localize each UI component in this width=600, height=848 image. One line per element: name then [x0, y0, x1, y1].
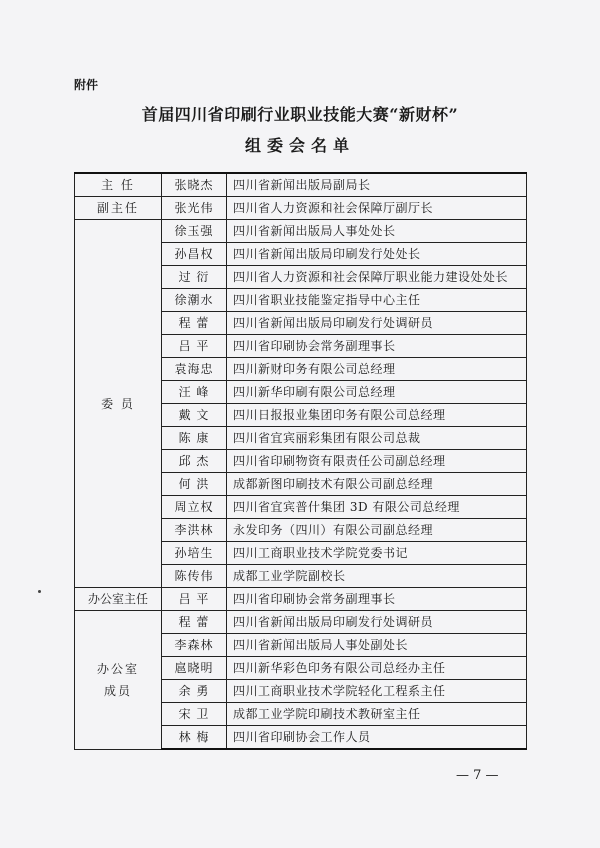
name-cell: 程 蕾: [162, 312, 227, 335]
name-cell: 李森林: [162, 634, 227, 657]
position-cell: 四川工商职业技术学院党委书记: [227, 542, 527, 565]
position-cell: 成都工业学院副校长: [227, 565, 527, 588]
position-cell: 四川省新闻出版局人事处副处长: [227, 634, 527, 657]
name-cell: 何 洪: [162, 473, 227, 496]
office-members-role-line2: 成员: [103, 683, 132, 698]
position-cell: 四川省职业技能鉴定指导中心主任: [227, 289, 527, 312]
role-cell: 副主任: [75, 197, 162, 220]
name-cell: 周立权: [162, 496, 227, 519]
name-cell: 扈晓明: [162, 657, 227, 680]
role-cell-members: 委 员: [75, 220, 162, 588]
page-number: — 7 —: [456, 768, 499, 783]
document-subtitle: 组委会名单: [244, 136, 355, 155]
position-cell: 四川省人力资源和社会保障厅副厅长: [227, 197, 527, 220]
position-cell: 四川工商职业技术学院轻化工程系主任: [227, 680, 527, 703]
position-cell: 四川省印刷物资有限责任公司副总经理: [227, 450, 527, 473]
position-cell: 四川省宜宾普什集团 3D 有限公司总经理: [227, 496, 527, 519]
position-cell: 成都工业学院印刷技术教研室主任: [227, 703, 527, 726]
table-row: [75, 197, 527, 220]
name-cell: 袁海忠: [162, 358, 227, 381]
committee-table: [74, 172, 527, 750]
name-cell: 徐玉强: [162, 220, 227, 243]
position-cell: 四川省新闻出版局印刷发行处调研员: [227, 611, 527, 634]
office-members-role-line1: 办公室: [96, 661, 139, 676]
name-cell: 戴 文: [162, 404, 227, 427]
position-cell: 四川日报报业集团印务有限公司总经理: [227, 404, 527, 427]
role-cell-office-director: 办公室主任: [75, 588, 162, 611]
name-cell: 邱 杰: [162, 450, 227, 473]
name-cell: 孙培生: [162, 542, 227, 565]
name-cell: 程 蕾: [162, 611, 227, 634]
document-title: 首届四川省印刷行业职业技能大赛“新财杯”: [141, 105, 459, 124]
position-cell: 四川新华彩色印务有限公司总经办主任: [227, 657, 527, 680]
table-row: [75, 220, 527, 243]
name-cell: 吕 平: [162, 335, 227, 358]
position-cell: 四川省印刷协会工作人员: [227, 726, 527, 750]
attachment-label: 附件: [74, 78, 99, 92]
name-cell: 陈 康: [162, 427, 227, 450]
position-cell: 四川省印刷协会常务副理事长: [227, 335, 527, 358]
role-cell-office-members: [75, 611, 162, 750]
name-cell: 宋 卫: [162, 703, 227, 726]
name-cell: 徐潮水: [162, 289, 227, 312]
position-cell: 四川省新闻出版局印刷发行处处长: [227, 243, 527, 266]
table-row: [75, 588, 527, 611]
name-cell: 张光伟: [162, 197, 227, 220]
name-cell: 汪 峰: [162, 381, 227, 404]
position-cell: 永发印务（四川）有限公司副总经理: [227, 519, 527, 542]
position-cell: 四川新财印务有限公司总经理: [227, 358, 527, 381]
position-cell: 四川省新闻出版局人事处处长: [227, 220, 527, 243]
name-cell: 陈传伟: [162, 565, 227, 588]
name-cell: 吕 平: [162, 588, 227, 611]
position-cell: 四川省宜宾丽彩集团有限公司总裁: [227, 427, 527, 450]
name-cell: 张晓杰: [162, 173, 227, 197]
position-cell: 四川省人力资源和社会保障厅职业能力建设处处长: [227, 266, 527, 289]
position-cell: 四川省新闻出版局副局长: [227, 173, 527, 197]
name-cell: 过 衍: [162, 266, 227, 289]
scan-speck: [38, 590, 41, 593]
position-cell: 成都新图印刷技术有限公司副总经理: [227, 473, 527, 496]
name-cell: 林 梅: [162, 726, 227, 750]
position-cell: 四川省印刷协会常务副理事长: [227, 588, 527, 611]
position-cell: 四川省新闻出版局印刷发行处调研员: [227, 312, 527, 335]
role-cell: 主 任: [75, 173, 162, 197]
name-cell: 孙昌权: [162, 243, 227, 266]
position-cell: 四川新华印刷有限公司总经理: [227, 381, 527, 404]
name-cell: 李洪林: [162, 519, 227, 542]
table-row: [75, 173, 527, 197]
table-row: [75, 611, 527, 634]
name-cell: 余 勇: [162, 680, 227, 703]
